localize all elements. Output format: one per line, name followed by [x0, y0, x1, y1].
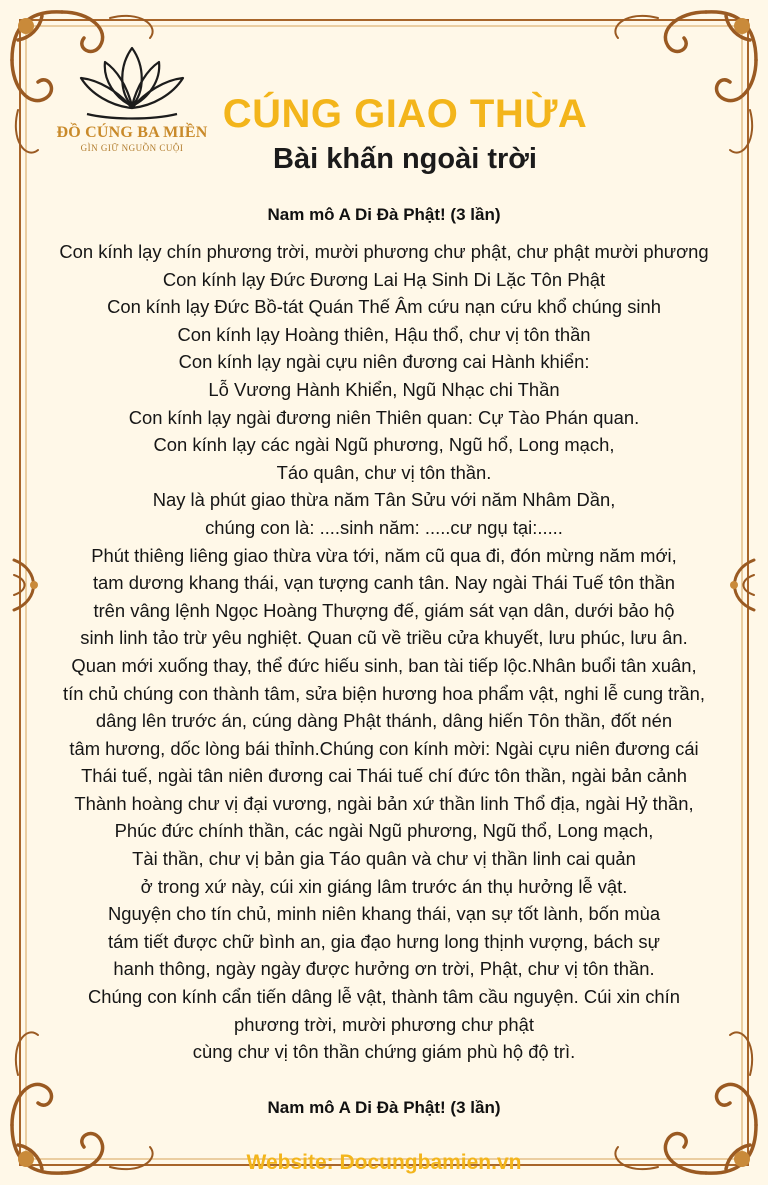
prayer-line: Thành hoàng chư vị đại vương, ngài bản xứ thần linh Thổ địa, ngài Hỷ thần, [74, 792, 694, 814]
prayer-line: Con kính lạy Đức Đương Lai Hạ Sinh Di Lặc Tôn Phật [162, 268, 606, 290]
prayer-line: trên vâng lệnh Ngọc Hoàng Thượng đế, giám sát vạn dân, dưới bảo hộ [93, 599, 675, 621]
page-subtitle: Bài khấn ngoài trời [273, 143, 537, 175]
website-link[interactable]: Website: Docungbamien.vn [246, 1151, 522, 1174]
corner-ornament-top-right-icon [615, 12, 756, 153]
prayer-line: Phút thiêng liêng giao thừa vừa tới, năm cũ qua đi, đón mừng năm mới, [91, 544, 677, 566]
prayer-line: Con kính lạy ngài đương niên Thiên quan: Cự Tào Phán quan. [128, 406, 640, 428]
prayer-line: ở trong xứ này, cúi xin giáng lâm trước án thụ hưởng lễ vật. [140, 875, 628, 897]
prayer-line: Chúng con kính cẩn tiến dâng lễ vật, thành tâm cầu nguyện. Cúi xin chín [88, 986, 680, 1008]
prayer-line: Con kính lạy Đức Bồ-tát Quán Thế Âm cứu nạn cứu khổ chúng sinh [107, 296, 661, 318]
prayer-line: cùng chư vị tôn thần chứng giám phù hộ độ trì. [192, 1041, 576, 1063]
prayer-line: hanh thông, ngày ngày được hưởng ơn trời, Phật, chư vị tôn thần. [113, 958, 655, 980]
prayer-line: Thái tuế, ngài tân niên đương cai Thái tuế chí đức tôn thần, ngài bản cảnh [81, 765, 687, 787]
prayer-line: chúng con là: ....sinh năm: .....cư ngụ tại:..... [205, 516, 563, 538]
invocation-top: Nam mô A Di Đà Phật! (3 lần) [267, 205, 501, 224]
lotus-icon [67, 40, 197, 122]
prayer-line: Tài thần, chư vị bản gia Táo quân và chư vị thần linh cai quản [132, 848, 636, 870]
prayer-line: Con kính lạy chín phương trời, mười phương chư phật, chư phật mười phương [59, 241, 709, 262]
prayer-line: dâng lên trước án, cúng dàng Phật thánh, dâng hiến Tôn thần, đốt nén [95, 710, 673, 732]
prayer-line: tám tiết được chữ bình an, gia đạo hưng long thịnh vượng, bách sự [108, 930, 660, 952]
prayer-text [34, 238, 734, 1066]
prayer-line: tín chủ chúng con thành tâm, sửa biện hương hoa phẩm vật, nghi lễ cung trần, [63, 682, 705, 704]
prayer-line: Lỗ Vương Hành Khiển, Ngũ Nhạc chi Thần [208, 378, 560, 400]
brand-slogan: GÌN GIỮ NGUỒN CUỘI [80, 143, 184, 153]
prayer-line: Nay là phút giao thừa năm Tân Sửu với năm Nhâm Dần, [152, 489, 616, 511]
prayer-line: tam dương khang thái, vạn tượng canh tân. Nay ngài Thái Tuế tôn thần [92, 572, 676, 594]
prayer-line: Con kính lạy các ngài Ngũ phương, Ngũ hổ, Long mạch, [153, 434, 615, 456]
brand-name: ĐỒ CÚNG BA MIỀN [56, 124, 208, 141]
brand-logo [52, 40, 212, 170]
prayer-line: sinh linh tảo trừ yêu nghiệt. Quan cũ về triều cửa khuyết, lưu phúc, lưu ân. [80, 627, 688, 649]
prayer-line: Con kính lạy ngài cựu niên đương cai Hành khiển: [178, 351, 590, 373]
prayer-line: phương trời, mười phương chư phật [234, 1013, 534, 1035]
prayer-line: Nguyện cho tín chủ, minh niên khang thái, vạn sự tốt lành, bốn mùa [107, 903, 661, 925]
page-title: CÚNG GIAO THỪA [222, 92, 588, 136]
prayer-line: Phúc đức chính thần, các ngài Ngũ phương, Ngũ thổ, Long mạch, [114, 820, 654, 842]
prayer-line: tâm hương, dốc lòng bái thỉnh.Chúng con kính mời: Ngài cựu niên đương cái [69, 737, 699, 759]
prayer-line: Quan mới xuống thay, thể đức hiếu sinh, ban tài tiếp lộc.Nhân buổi tân xuân, [71, 654, 697, 676]
prayer-line: Táo quân, chư vị tôn thần. [276, 461, 492, 483]
invocation-bottom: Nam mô A Di Đà Phật! (3 lần) [267, 1098, 501, 1117]
prayer-line: Con kính lạy Hoàng thiên, Hậu thổ, chư vị tôn thần [177, 323, 591, 345]
